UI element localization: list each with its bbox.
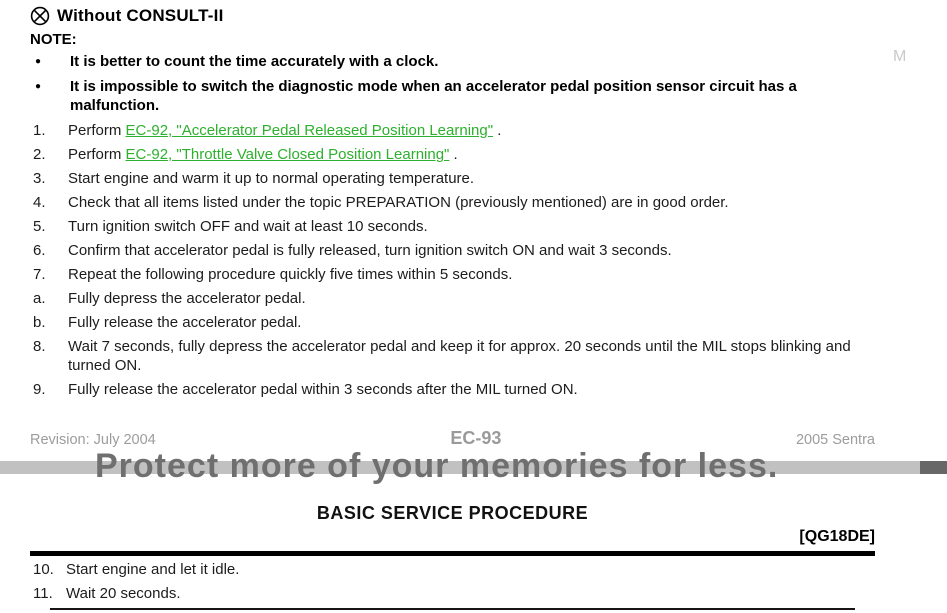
cross-reference-link[interactable]: EC-92, "Accelerator Pedal Released Position Learning" <box>125 122 494 139</box>
step-number: 2. <box>33 146 46 163</box>
bottom-hairline-rule <box>50 608 855 610</box>
step-text-suffix: . <box>493 122 502 139</box>
procedure-step <box>30 289 877 308</box>
procedure-step <box>30 121 877 140</box>
step-text <box>68 145 877 164</box>
step-text-body: Confirm that accelerator pedal is fully released, turn ignition switch ON and wait 3 seconds. <box>68 242 672 259</box>
step-text <box>68 337 877 375</box>
step-number: 7. <box>33 266 46 283</box>
procedure-step <box>30 380 877 399</box>
next-page-section <box>30 503 875 608</box>
bullet-icon: ● <box>35 81 42 92</box>
step-number: 8. <box>33 338 46 355</box>
step-number: 3. <box>33 170 46 187</box>
step-text-prefix: Perform <box>68 122 126 139</box>
step-number: 11. <box>33 585 53 602</box>
watermark-letter: M <box>893 48 907 65</box>
section-divider-rule <box>30 551 875 556</box>
engine-code-label: [QG18DE] <box>799 528 875 545</box>
step-text <box>68 241 877 260</box>
step-text-body: Start engine and warm it up to normal operating temperature. <box>68 170 475 187</box>
next-page-step-list <box>30 560 875 603</box>
step-number: 9. <box>33 381 46 398</box>
circled-x-section-marker-icon <box>30 6 50 26</box>
step-text <box>68 193 877 212</box>
step-text: Wait 20 seconds. <box>66 585 181 602</box>
footer-model: 2005 Sentra <box>795 432 875 448</box>
step-text-body: Fully depress the accelerator pedal. <box>68 290 306 307</box>
procedure-step <box>30 169 877 188</box>
bullet-icon: ● <box>35 56 42 67</box>
procedure-step <box>30 241 877 260</box>
step-text <box>68 289 877 308</box>
step-number: 10. <box>33 561 54 578</box>
step-text <box>68 121 877 140</box>
step-text-body: Fully release the accelerator pedal within 3 seconds after the MIL turned ON. <box>68 381 578 398</box>
note-bullet-item <box>30 52 877 71</box>
step-text-suffix: . <box>449 146 458 163</box>
ad-banner-text: Protect more of your memories for less. <box>95 447 779 485</box>
note-bullet-list <box>30 52 877 115</box>
step-number: b. <box>33 314 46 331</box>
step-number: 5. <box>33 218 46 235</box>
step-text <box>68 313 877 332</box>
procedure-step <box>30 337 877 375</box>
procedure-step <box>30 560 875 579</box>
footer-revision: Revision: July 2004 <box>30 432 156 448</box>
ad-banner-strip[interactable] <box>0 447 947 485</box>
step-text: Start engine and let it idle. <box>66 561 240 578</box>
note-bullet-item <box>30 77 877 115</box>
ad-banner-endcap <box>920 461 947 474</box>
step-text-prefix: Perform <box>68 146 126 163</box>
procedure-step <box>30 265 877 284</box>
step-text <box>68 217 877 236</box>
note-bullet-text: It is better to count the time accurately with a clock. <box>70 53 439 70</box>
procedure-step-list <box>30 121 877 399</box>
step-text-body: Check that all items listed under the topic PREPARATION (previously mentioned) are in good order. <box>68 194 729 211</box>
step-number: 4. <box>33 194 46 211</box>
page-footer <box>30 428 875 449</box>
procedure-step <box>30 145 877 164</box>
step-text-body: Repeat the following procedure quickly five times within 5 seconds. <box>68 266 513 283</box>
step-number: 1. <box>33 122 46 139</box>
step-text <box>68 265 877 284</box>
procedure-step <box>30 193 877 212</box>
manual-section-without-consult <box>30 6 877 404</box>
step-number: 6. <box>33 242 46 259</box>
note-label: NOTE: <box>30 31 77 48</box>
step-text-body: Wait 7 seconds, fully depress the accelerator pedal and keep it for approx. 20 seconds until the MIL stops blinking and turned ON. <box>68 338 851 374</box>
section-header <box>30 6 877 26</box>
step-text-body: Fully release the accelerator pedal. <box>68 314 302 331</box>
next-page-title: BASIC SERVICE PROCEDURE <box>316 503 589 523</box>
step-text <box>68 169 877 188</box>
section-title: Without CONSULT-II <box>57 6 224 25</box>
procedure-step <box>30 217 877 236</box>
procedure-step <box>30 584 875 603</box>
note-bullet-text: It is impossible to switch the diagnostic mode when an accelerator pedal position sensor circuit has a malfunction. <box>70 78 797 114</box>
step-text-body: Turn ignition switch OFF and wait at least 10 seconds. <box>68 218 428 235</box>
footer-page-number: EC-93 <box>450 428 502 448</box>
step-text <box>68 380 877 399</box>
cross-reference-link[interactable]: EC-92, "Throttle Valve Closed Position Learning" <box>125 146 450 163</box>
step-number: a. <box>33 290 46 307</box>
procedure-step <box>30 313 877 332</box>
